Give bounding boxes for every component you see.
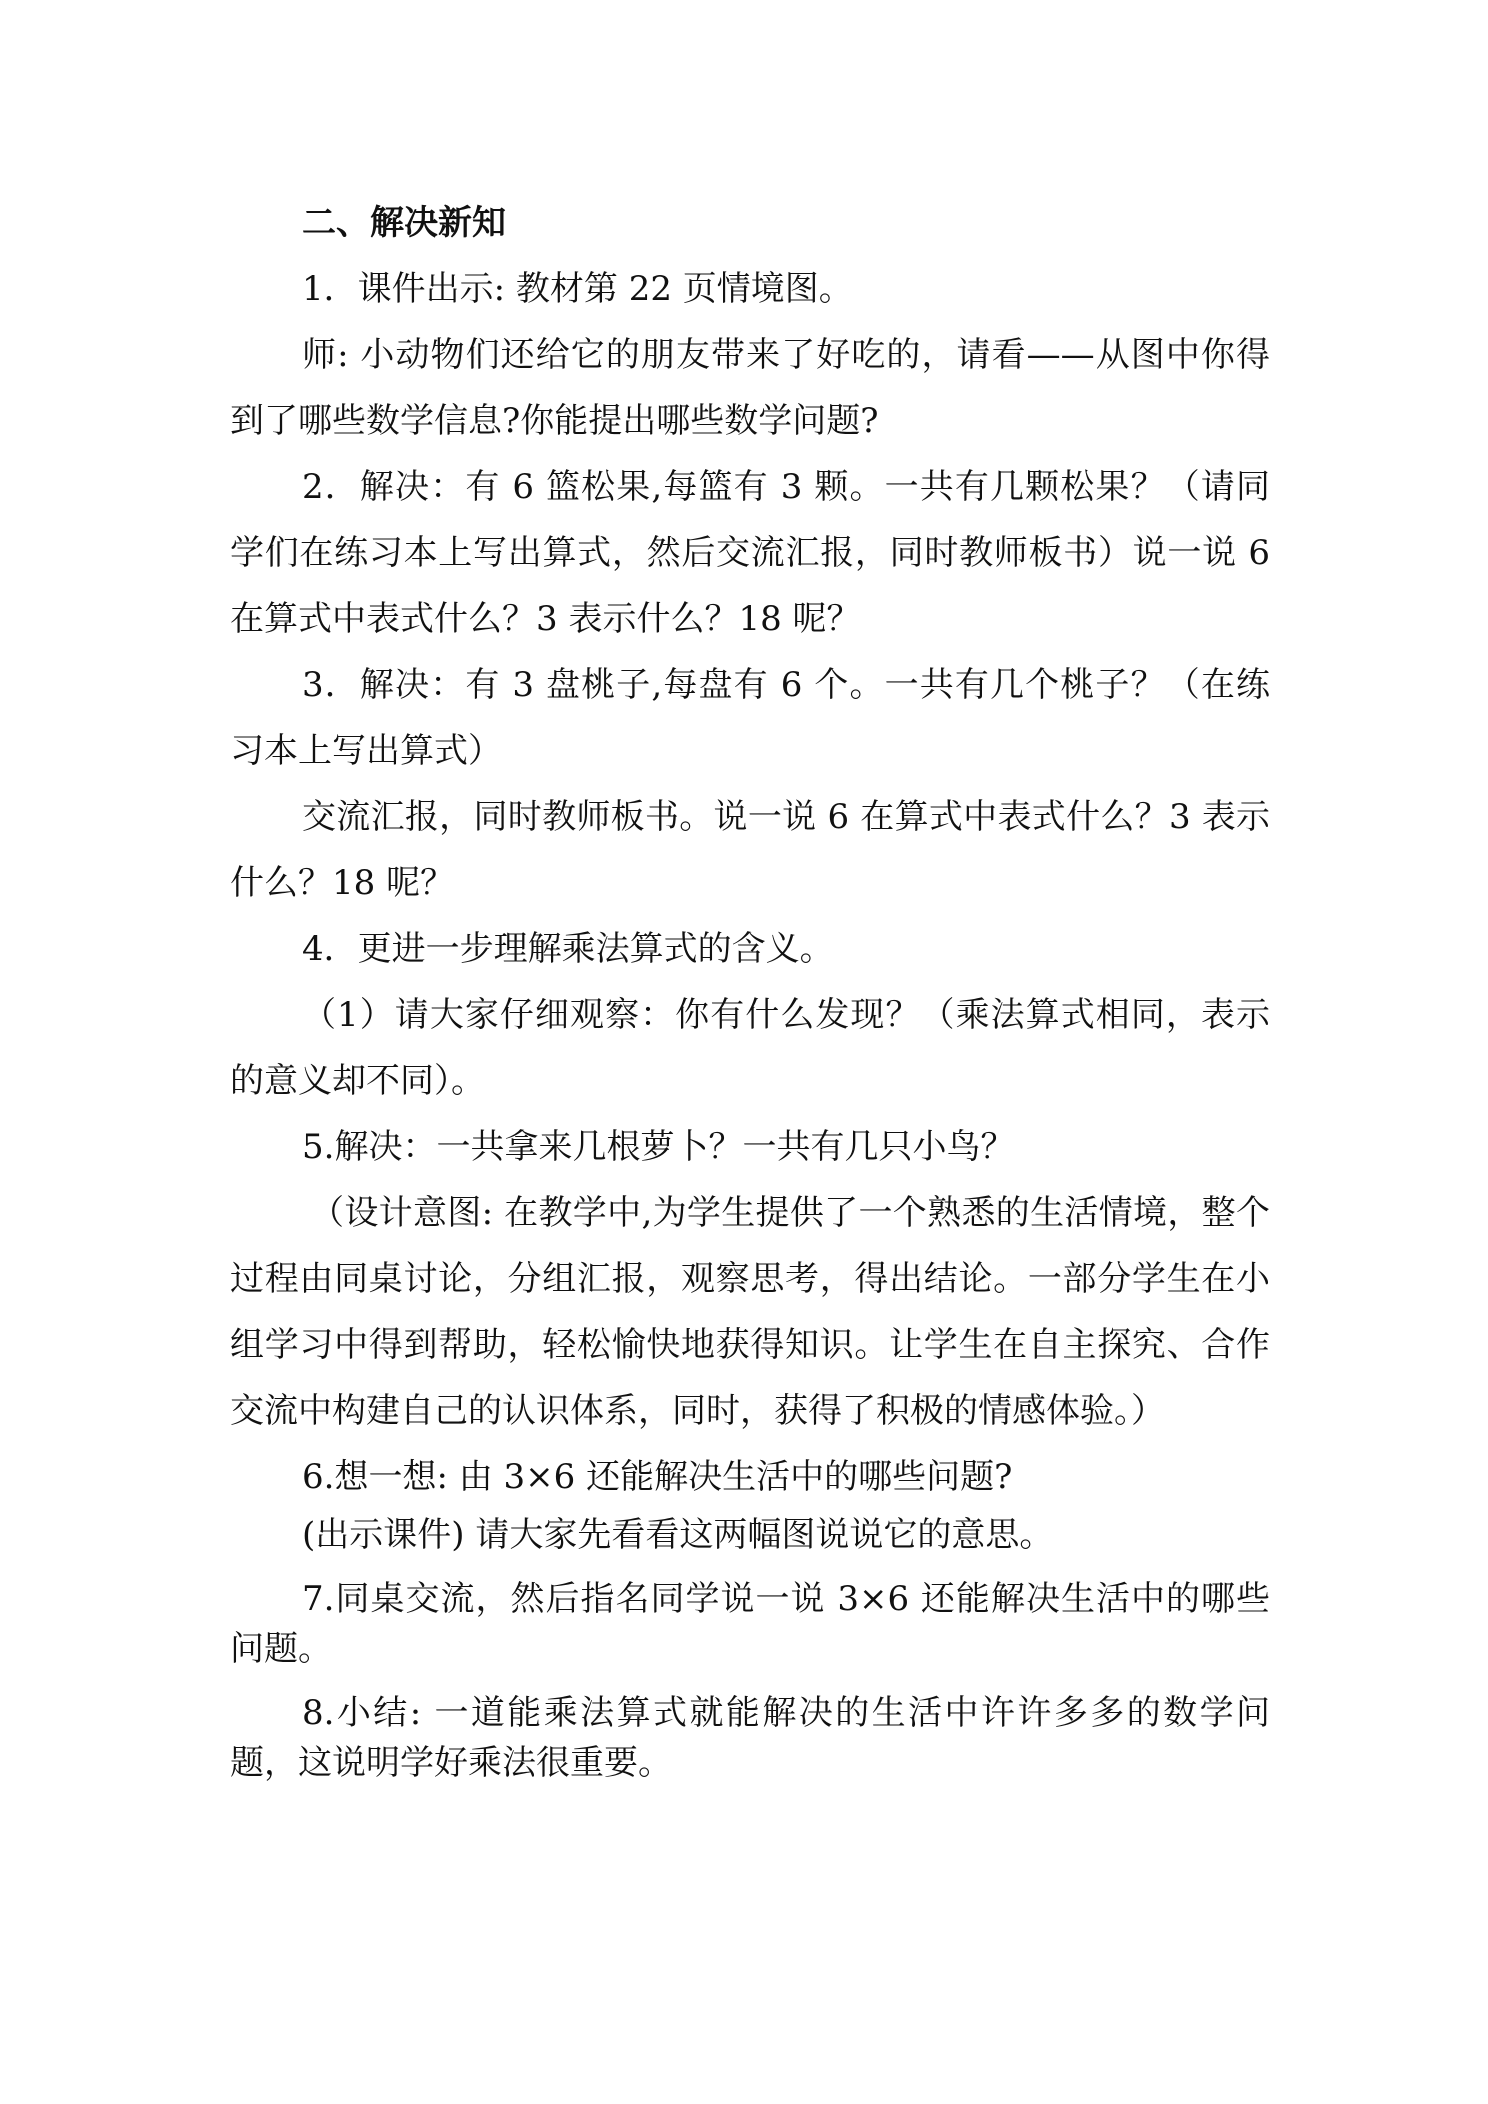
paragraph-design-intent: （设计意图: 在教学中,为学生提供了一个熟悉的生活情境，整个过程由同桌讨论，分组汇报，观察思考，得出结论。一部分学生在小组学习中得到帮助，轻松愉快地获得知识。让学生在自主探究、合作交流中构建自己的认识体系，同时，获得了积极的情感体验。） xyxy=(230,1193,1270,1431)
paragraph-2: 师: 小动物们还给它的朋友带来了好吃的，请看——从图中你得到了哪些数学信息?你能提出哪些数学问题? xyxy=(230,335,1270,441)
paragraph-6: 4．更进一步理解乘法算式的含义。 xyxy=(302,929,834,969)
paragraph-8: 5.解决：一共拿来几根萝卜？一共有几只小鸟？ xyxy=(302,1127,1015,1167)
paragraph-3: 2．解决：有 6 篮松果,每篮有 3 颗。一共有几颗松果？（请同学们在练习本上写出算式，然后交流汇报，同时教师板书）说一说 6 在算式中表式什么？3 表示什么？18 呢？ xyxy=(230,467,1270,639)
document-page xyxy=(230,190,1270,1802)
paragraph-1: 1．课件出示: 教材第 22 页情境图。 xyxy=(302,269,853,309)
paragraph-5: 交流汇报，同时教师板书。说一说 6 在算式中表式什么？3 表示什么？18 呢？ xyxy=(230,797,1270,903)
paragraph-4: 3．解决：有 3 盘桃子,每盘有 6 个。一共有几个桃子？（在练习本上写出算式） xyxy=(230,665,1270,771)
paragraph-9: 6.想一想: 由 3×6 还能解决生活中的哪些问题? xyxy=(302,1457,1013,1497)
paragraph-10: (出示课件) 请大家先看看这两幅图说说它的意思。 xyxy=(302,1515,1054,1555)
paragraph-7: （1）请大家仔细观察：你有什么发现？（乘法算式相同，表示的意义却不同）。 xyxy=(230,995,1270,1101)
section-heading: 二、解决新知 xyxy=(302,203,506,243)
paragraph-12: 8.小结: 一道能乘法算式就能解决的生活中许许多多的数学问题，这说明学好乘法很重要。 xyxy=(230,1693,1270,1783)
paragraph-11: 7.同桌交流，然后指名同学说一说 3×6 还能解决生活中的哪些问题。 xyxy=(230,1579,1270,1669)
